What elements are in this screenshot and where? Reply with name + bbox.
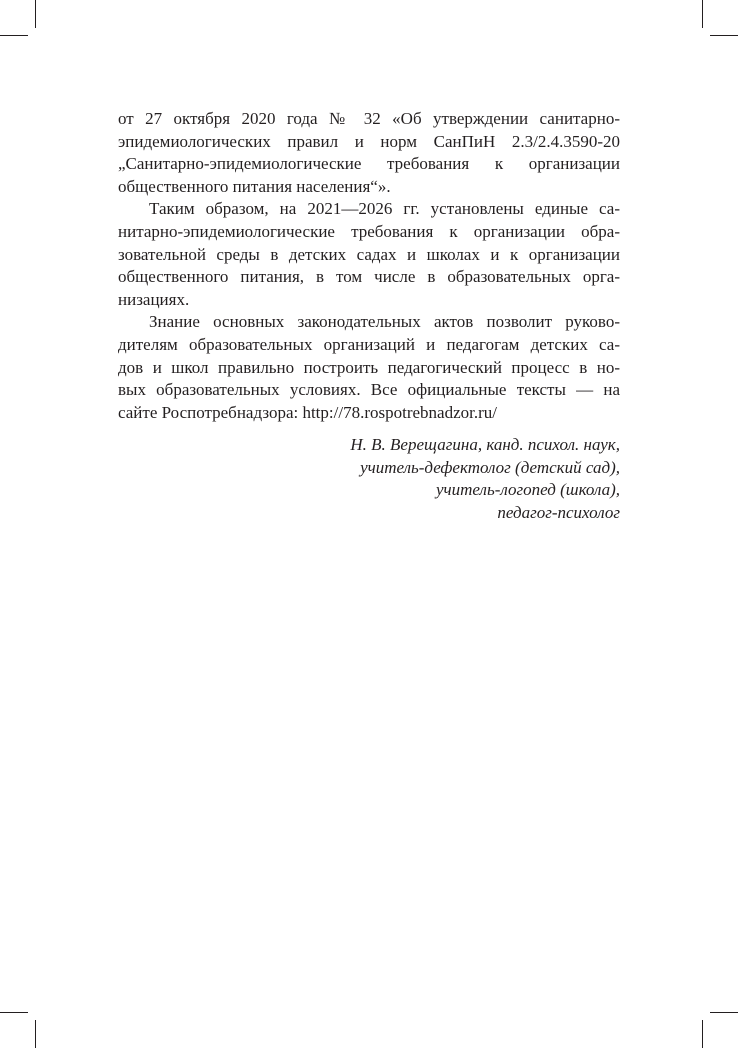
text-line: вых образовательных условиях. Все официальные тексты — на xyxy=(118,380,620,400)
text-line: „Санитарно-эпидемиологические требования к организации xyxy=(118,154,620,174)
body-text xyxy=(118,108,620,424)
author-role: учитель-дефектолог (детский сад), xyxy=(360,457,620,477)
text-line: зовательной среды в детских садах и школах и к организации xyxy=(118,244,620,264)
text-line: низациях. xyxy=(118,289,190,309)
author-role: учитель-логопед (школа), xyxy=(436,480,620,500)
text-line: Таким образом, на 2021—2026 гг. установлены единые са- xyxy=(149,199,620,219)
crop-mark-top-right-h xyxy=(710,35,738,36)
text-line: общественного питания, в том числе в образовательных орга- xyxy=(118,267,620,287)
crop-mark-bottom-left-h xyxy=(0,1012,28,1013)
text-line: Знание основных законодательных актов позволит руково- xyxy=(149,312,620,332)
text-line: общественного питания населения“». xyxy=(118,176,391,196)
author-role: педагог-психолог xyxy=(497,502,620,522)
crop-mark-bottom-right-h xyxy=(710,1012,738,1013)
paragraph-conclusion xyxy=(118,311,620,424)
crop-mark-top-left-h xyxy=(0,35,28,36)
crop-mark-top-right xyxy=(702,0,703,28)
paragraph-decree-reference xyxy=(118,108,620,198)
author-name: Н. В. Верещагина, канд. психол. наук, xyxy=(350,435,620,454)
text-line: нитарно-эпидемиологические требования к организации обра- xyxy=(118,221,620,241)
text-line: сайте Роспотребнадзора: http://78.rospotrebnadzor.ru/ xyxy=(118,402,497,422)
crop-mark-bottom-left xyxy=(35,1020,36,1048)
crop-mark-bottom-right xyxy=(702,1020,703,1048)
text-line: дов и школ правильно построить педагогический процесс в но- xyxy=(118,357,620,377)
text-line: эпидемиологических правил и норм СанПиН 2.3/2.4.3590-20 xyxy=(118,131,620,151)
text-line: дителям образовательных организаций и педагогам детских са- xyxy=(118,334,620,354)
crop-mark-top-left xyxy=(35,0,36,28)
text-line: от 27 октября 2020 года № 32 «Об утверждении санитарно- xyxy=(118,109,620,128)
author-signature xyxy=(350,434,620,524)
paragraph-summary xyxy=(118,198,620,311)
